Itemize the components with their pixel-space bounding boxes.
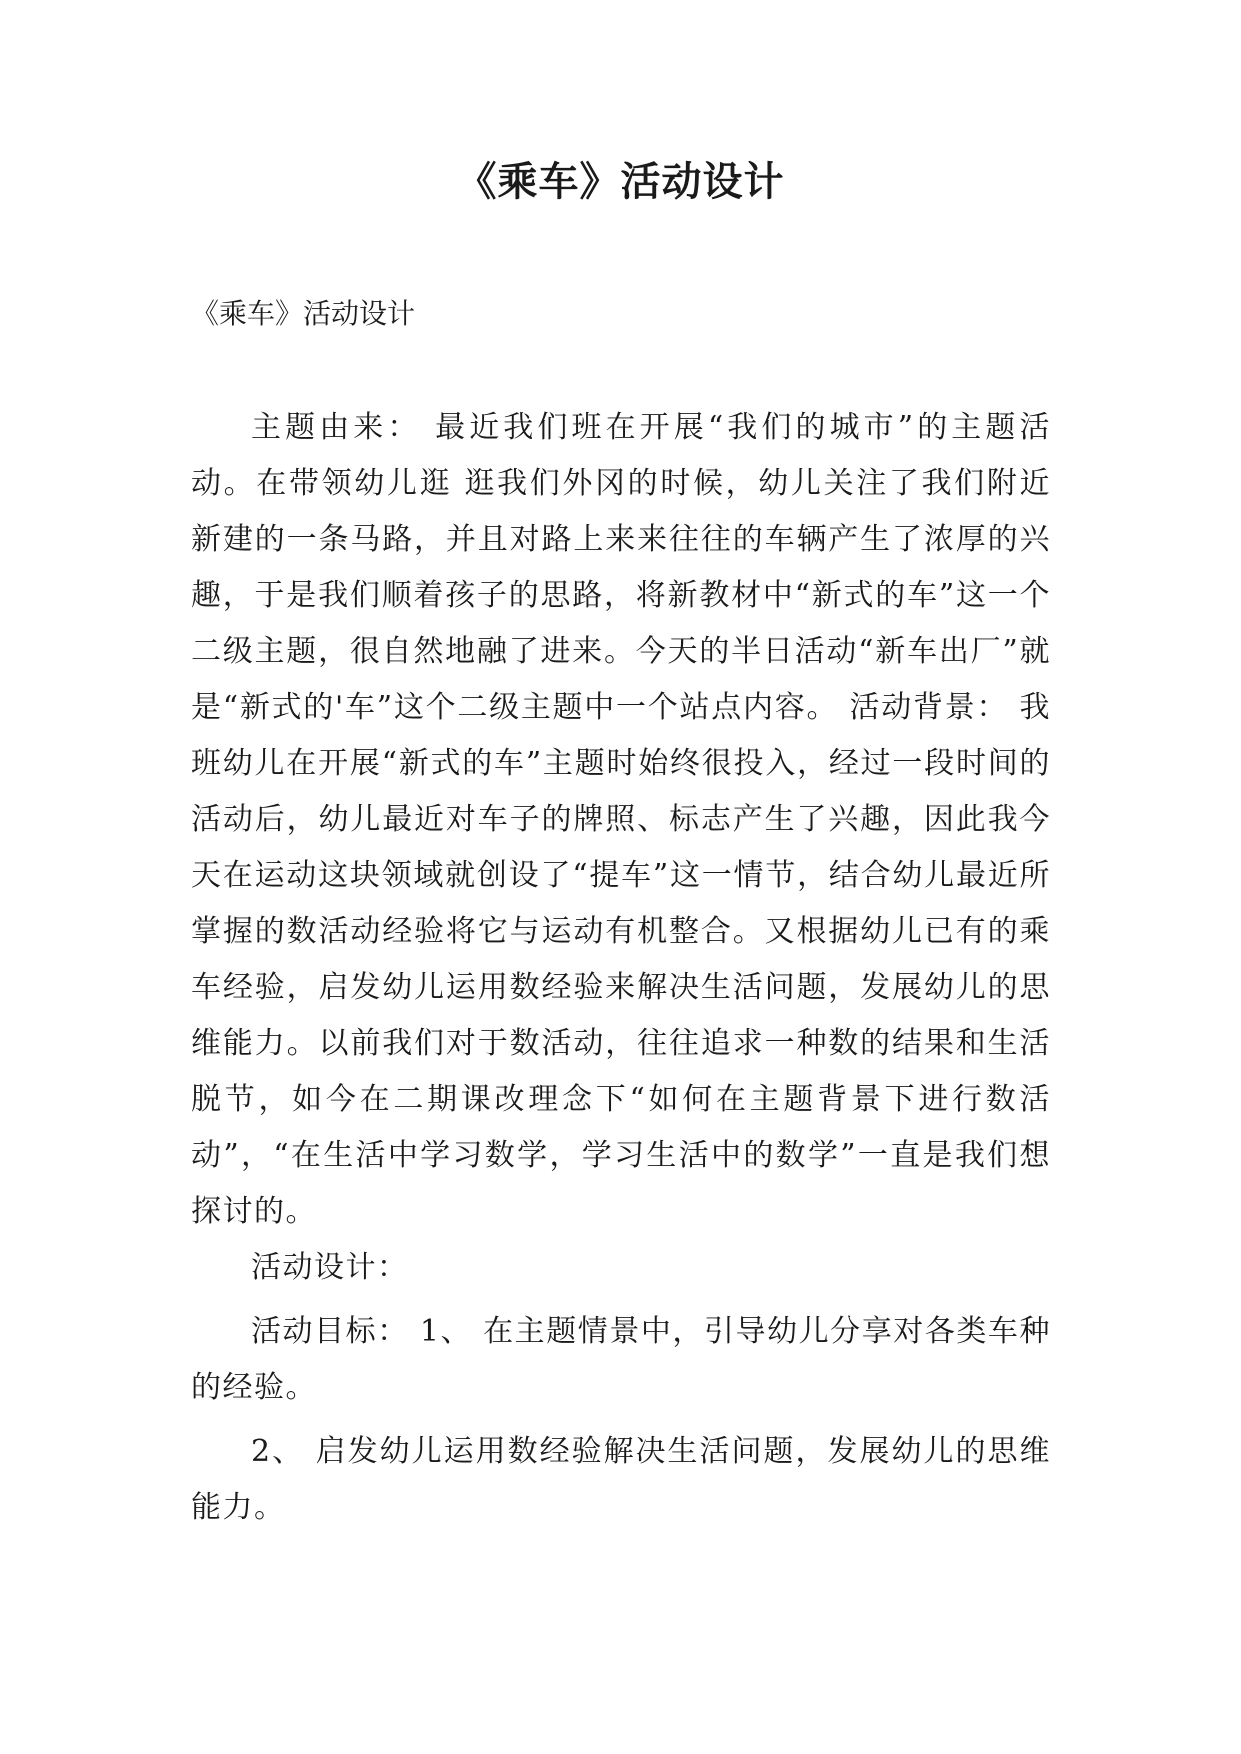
document-subtitle: 《乘车》活动设计 bbox=[191, 297, 416, 330]
paragraph-goal-1: 活动目标： 1、 在主题情景中，引导幼儿分享对各类车种的经验。 bbox=[191, 1314, 1051, 1405]
document-body bbox=[191, 400, 1051, 1536]
document-title: 《乘车》活动设计 bbox=[456, 159, 785, 205]
paragraph-activity-design: 活动设计： bbox=[251, 1250, 409, 1285]
paragraph-goal-2: 2、 启发幼儿运用数经验解决生活问题，发展幼儿的思维能力。 bbox=[191, 1434, 1051, 1525]
paragraph-background: 主题由来： 最近我们班在开展“我们的城市”的主题活动。在带领幼儿逛 逛我们外冈的时候，幼儿关注了我们附近新建的一条马路，并且对路上来来往往的车辆产生了浓厚的兴趣，于是我们顺着孩子的思路，将新教材中“新式的车”这一个二级主题，很自然地融了进来。今天的半日活动“新车出厂”就是“新式的'车”这个二级主题中一个站点内容。 活动背景： 我班幼儿在开展“新式的车”主题时始终很投入，经过一段时间的活动后，幼儿最近对车子的牌照、标志产生了兴趣，因此我今天在运动这块领域就创设了“提车”这一情节，结合幼儿最近所掌握的数活动经验将它与运动有机整合。又根据幼儿已有的乘车经验，启发幼儿运用数经验来解决生活问题，发展幼儿的思维能力。以前我们对于数活动，往往追求一种数的结果和生活脱节，如今在二期课改理念下“如何在主题背景下进行数活动”，“在生活中学习数学，学习生活中的数学”一直是我们想探讨的。 bbox=[191, 410, 1051, 1229]
